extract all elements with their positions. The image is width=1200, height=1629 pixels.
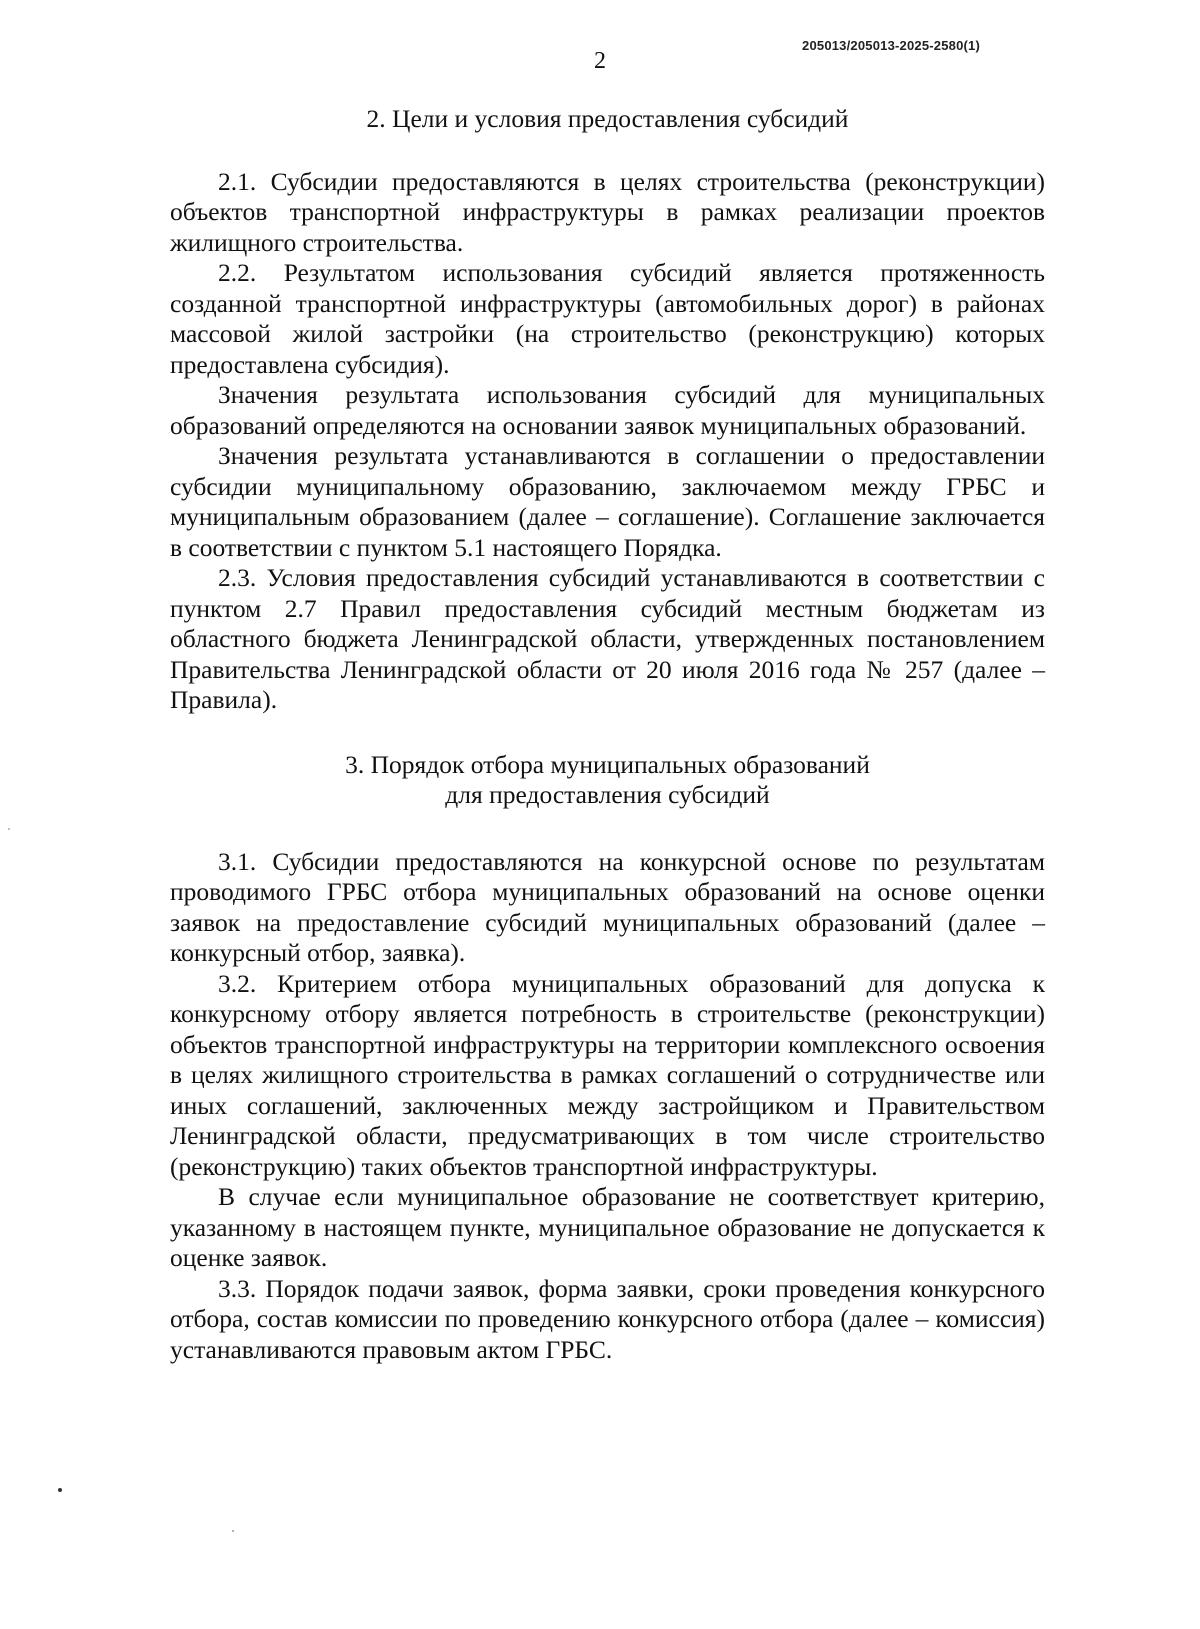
paragraph-3-2: 3.2. Критерием отбора муниципальных образований для допуска к конкурсному отбору является потребность в строительстве (реконструкции) объектов транспортной инфраструктуры на территории комплексного освоения в целях жилищного строительства в рамках соглашений о сотрудничестве или иных соглашений, заключенных между застройщиком и Правительством Ленинградской области, предусматривающих в том числе строительство (реконструкцию) таких объектов транспортной инфраструктуры.	[170, 968, 1045, 1181]
paragraph-agreement: Значения результата устанавливаются в соглашении о предоставлении субсидии муниципальному образованию, заключаемом между ГРБС и муниципальным образованием (далее – соглашение). Соглашение заключается в соответствии с пунктом 5.1 настоящего Порядка.	[170, 441, 1045, 562]
section-title	[170, 104, 1045, 135]
paragraph-2-1: 2.1. Субсидии предоставляются в целях строительства (реконструкции) объектов транспортной инфраструктуры в рамках реализации проектов жилищного строительства.	[170, 166, 1045, 257]
section-title-line: 2. Цели и условия предоставления субсидий	[366, 104, 849, 133]
scan-speck	[58, 1488, 62, 1492]
page-number: 2	[594, 48, 606, 74]
document-registration-number: 205013/205013-2025-2580(1)	[802, 38, 980, 53]
document-body	[170, 100, 1045, 1365]
section-title-line: 3. Порядок отбора муниципальных образований	[345, 749, 870, 779]
paragraph-2-3: 2.3. Условия предоставления субсидий устанавливаются в соответствии с пунктом 2.7 Правил предоставления субсидий местным бюджетам из областного бюджета Ленинградской области, утвержденных постановлением Правительства Ленинградской области от 20 июля 2016 года № 257 (далее – Правила).	[170, 563, 1045, 714]
section-title-line: для предоставления субсидий	[445, 780, 770, 809]
paragraph-non-admission: В случае если муниципальное образование не соответствует критерию, указанному в настоящем пункте, муниципальное образование не допускается к оценке заявок.	[170, 1182, 1045, 1272]
section-selection-procedure	[170, 750, 1045, 1366]
paragraph-result-values: Значения результата использования субсидий для муниципальных образований определяются на основании заявок муниципальных образований.	[170, 380, 1045, 440]
section-title	[170, 750, 1045, 811]
paragraph-3-1: 3.1. Субсидии предоставляются на конкурсной основе по результатам проводимого ГРБС отбора муниципальных образований на основе оценки заявок на предоставление субсидий муниципальных образований (далее – конкурсный отбор, заявка).	[170, 846, 1045, 967]
paragraph-3-3: 3.3. Порядок подачи заявок, форма заявки, сроки проведения конкурсного отбора, состав комиссии по проведению конкурсного отбора (далее – комиссия) устанавливаются правовым актом ГРБС.	[170, 1273, 1045, 1364]
scan-speck	[8, 828, 10, 830]
paragraph-2-2: 2.2. Результатом использования субсидий является протяженность созданной транспортной инфраструктуры (автомобильных дорог) в районах массовой жилой застройки (на строительство (реконструкцию) которых предоставлена субсидия).	[170, 258, 1045, 379]
section-goals-and-conditions	[170, 104, 1045, 716]
scan-speck	[232, 1530, 234, 1532]
